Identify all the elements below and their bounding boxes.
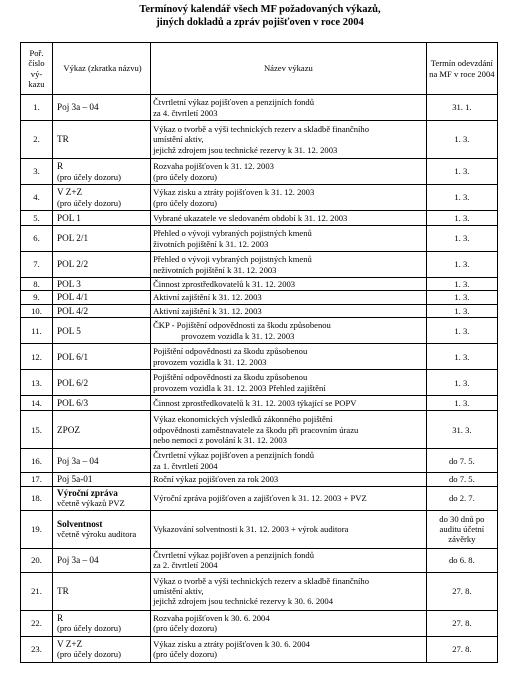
report-code-cell (53, 344, 151, 370)
table-row (21, 636, 498, 662)
row-number: 2. (21, 121, 53, 159)
report-calendar-table (20, 42, 498, 663)
report-code: POL 6/3 (57, 398, 89, 409)
table-row (21, 159, 498, 185)
report-code: POL 2/2 (57, 259, 89, 270)
deadline-cell: 31. 1. (426, 95, 497, 121)
row-number: 23. (21, 636, 53, 662)
deadline-cell: 1. 3. (426, 211, 497, 226)
deadline-cell: 1. 3. (426, 304, 497, 317)
report-name-cell (151, 291, 427, 304)
table-row (21, 449, 498, 473)
report-code: Poj 3a – 04 (57, 455, 99, 466)
report-name-line: jejichž zdrojem jsou technické rezervy k 30. 6. 2004 (153, 596, 334, 607)
report-code-cell (53, 449, 151, 473)
deadline-cell: 1. 3. (426, 121, 497, 159)
header-row (21, 43, 498, 95)
report-name-line: odpovědnosti zaměstnavatele za škodu při pracovním úrazu (153, 424, 359, 435)
deadline-cell: 1. 3. (426, 159, 497, 185)
report-code-cell (53, 636, 151, 662)
report-code: R (57, 161, 64, 172)
report-name-line: Rozvaha pojišťoven k 30. 6. 2004 (153, 612, 270, 623)
report-code-note: (pro účely dozoru) (57, 197, 121, 208)
report-name-cell (151, 278, 427, 291)
report-name-cell (151, 411, 427, 449)
report-name-line: Výkaz zisku a ztráty pojišťoven k 31. 12. 2003 (153, 187, 315, 198)
report-name-line: Výkaz o tvorbě a výši technických rezerv a skladbě finančního (153, 575, 370, 586)
report-name-line: Rozvaha pojišťoven k 31. 12. 2003 (153, 161, 274, 172)
report-name-line: Čtvrtletní výkaz pojišťoven a penzijních fondů (153, 97, 315, 108)
row-number: 15. (21, 411, 53, 449)
table-row (21, 486, 498, 510)
table-row (21, 510, 498, 548)
report-code: V Z+Z (57, 638, 83, 649)
report-name-line: Výkaz zisku a ztráty pojišťoven k 30. 6. 2004 (153, 638, 310, 649)
report-code: TR (57, 134, 69, 145)
deadline-cell: do 6. 8. (426, 548, 497, 572)
report-name-line: (pro účely dozoru) (153, 623, 218, 634)
report-code-cell (53, 318, 151, 344)
report-name-cell (151, 344, 427, 370)
report-name-cell (151, 318, 427, 344)
report-code: V Z+Z (57, 187, 83, 198)
report-code: Poj 3a – 04 (57, 554, 99, 565)
deadline-cell: 31. 3. (426, 411, 497, 449)
row-number: 12. (21, 344, 53, 370)
report-code-cell (53, 121, 151, 159)
report-name-line: nebo nemoci z povolání k 31. 12. 2003 (153, 434, 287, 445)
table-row (21, 211, 498, 226)
report-code: POL 2/1 (57, 233, 89, 244)
report-name-cell (151, 304, 427, 317)
report-code: POL 4/2 (57, 305, 89, 316)
report-name-line: (pro účely dozoru) (153, 197, 218, 208)
report-code-note: včetně výkazů PVZ (57, 498, 125, 509)
report-code-note: (pro účely dozoru) (57, 623, 121, 634)
report-name-line: provozem vozidla k 31. 12. 2003 (153, 356, 267, 367)
report-name-line: Čtvrtletní výkaz pojišťoven a penzijních fondů (153, 450, 315, 461)
row-number: 6. (21, 226, 53, 252)
table-row (21, 610, 498, 636)
report-name-line: Pojištění odpovědnosti za škodu způsobenou (153, 346, 308, 357)
deadline-cell: do 7. 5. (426, 449, 497, 473)
report-code-cell (53, 486, 151, 510)
row-number: 18. (21, 486, 53, 510)
deadline-cell: 1. 3. (426, 226, 497, 252)
report-name-line: za 1. čtvrtletí 2004 (153, 460, 218, 471)
report-name-line: Pojištění odpovědnosti za škodu způsobenou (153, 372, 308, 383)
header-number: Poř. číslo vý-kazu (21, 43, 53, 95)
report-code: Výroční zpráva (57, 487, 118, 498)
report-name-cell (151, 572, 427, 610)
row-number: 19. (21, 510, 53, 548)
table-row (21, 318, 498, 344)
report-name-cell (151, 610, 427, 636)
table-row (21, 278, 498, 291)
report-name-cell (151, 473, 427, 486)
report-name-cell (151, 449, 427, 473)
report-name-line: za 2. čtvrtletí 2004 (153, 560, 218, 571)
report-code: POL 6/1 (57, 351, 89, 362)
report-name-cell (151, 252, 427, 278)
table-row (21, 344, 498, 370)
title-line-1: Termínový kalendář všech MF požadovaných výkazů, (139, 4, 381, 15)
report-code: R (57, 612, 64, 623)
deadline-cell: do 30 dnů po auditu účetní závěrky (426, 510, 497, 548)
deadline-cell: 1. 3. (426, 291, 497, 304)
report-code-note: včetně výroku auditora (57, 529, 137, 540)
report-code-cell (53, 473, 151, 486)
report-name-line: Činnost zprostředkovatelů k 31. 12. 2003 týkající se POPV (153, 398, 357, 409)
report-name-line: jejichž zdrojem jsou technické rezervy k 31. 12. 2003 (153, 144, 338, 155)
report-name-line: provozem vozidla k 31. 12. 2003 Přehled zajištění (153, 382, 326, 393)
report-name-line: (pro účely dozoru) (153, 171, 218, 182)
table-row (21, 304, 498, 317)
header-report: Výkaz (zkratka názvu) (53, 43, 151, 95)
report-code: POL 3 (57, 279, 81, 289)
deadline-cell: do 2. 7. (426, 486, 497, 510)
table-row (21, 252, 498, 278)
table-row (21, 370, 498, 396)
report-code-note: (pro účely dozoru) (57, 649, 121, 660)
deadline-cell: 27. 8. (426, 572, 497, 610)
report-code-cell (53, 396, 151, 411)
report-name-line: Výkaz ekonomických výsledků zákonného pojištění (153, 414, 333, 425)
table-row (21, 572, 498, 610)
deadline-cell: 27. 8. (426, 610, 497, 636)
report-code: Poj 5a-01 (57, 474, 93, 485)
header-deadline: Termín odevzdání na MF v roce 2004 (426, 43, 497, 95)
table-row (21, 121, 498, 159)
report-name-line: Čtvrtletní výkaz pojišťoven a penzijních fondů (153, 549, 315, 560)
report-name-line: životních pojištění k 31. 12. 2003 (153, 238, 269, 249)
row-number: 17. (21, 473, 53, 486)
table-row (21, 291, 498, 304)
deadline-cell: 1. 3. (426, 344, 497, 370)
header-report-name: Název výkazu (151, 43, 427, 95)
report-code: TR (57, 585, 69, 596)
report-code-cell (53, 572, 151, 610)
report-name-line: Přehled o vývoji vybraných pojistných kmenů (153, 254, 312, 265)
report-code-cell (53, 278, 151, 291)
report-code-cell (53, 304, 151, 317)
deadline-cell: 1. 3. (426, 185, 497, 211)
report-name-line: za 4. čtvrtletí 2003 (153, 107, 218, 118)
row-number: 20. (21, 548, 53, 572)
report-name-line: (pro účely dozoru) (153, 649, 218, 660)
deadline-cell: 1. 3. (426, 318, 497, 344)
report-name-line: neživotních pojištění k 31. 12. 2003 (153, 264, 277, 275)
report-code-cell (53, 252, 151, 278)
report-name-cell (151, 159, 427, 185)
row-number: 5. (21, 211, 53, 226)
document-title (0, 3, 520, 29)
table-row (21, 411, 498, 449)
table-body (21, 95, 498, 663)
row-number: 16. (21, 449, 53, 473)
report-name-line: Vykazování solventnosti k 31. 12. 2003 + výrok auditora (153, 523, 349, 534)
row-number: 9. (21, 291, 53, 304)
report-code-cell (53, 291, 151, 304)
report-name-line: Výroční zpráva pojišťoven a zajišťoven k 31. 12. 2003 + PVZ (153, 492, 367, 503)
row-number: 22. (21, 610, 53, 636)
report-name-cell (151, 185, 427, 211)
report-code-cell (53, 185, 151, 211)
report-code-cell (53, 95, 151, 121)
report-code: POL 1 (57, 212, 81, 223)
deadline-cell: 1. 3. (426, 278, 497, 291)
report-name-cell (151, 211, 427, 226)
report-name-line: Roční výkaz pojišťoven za rok 2003 (153, 474, 279, 485)
report-name-line: umístění aktiv, (153, 585, 204, 596)
report-code: ZPOZ (57, 424, 80, 435)
deadline-cell: do 7. 5. (426, 473, 497, 486)
report-name-line: Výkaz o tvorbě a výši technických rezerv a skladbě finančního (153, 123, 370, 134)
report-name-cell (151, 226, 427, 252)
report-name-cell (151, 510, 427, 548)
report-code: Solventnost (57, 518, 103, 529)
deadline-cell: 27. 8. (426, 636, 497, 662)
report-code: POL 6/2 (57, 377, 89, 388)
report-name-line: Aktivní zajištění k 31. 12. 2003 (153, 292, 262, 303)
row-number: 13. (21, 370, 53, 396)
report-name-cell (151, 370, 427, 396)
table-row (21, 226, 498, 252)
report-name-line: umístění aktiv, (153, 134, 204, 145)
row-number: 10. (21, 304, 53, 317)
report-code-cell (53, 411, 151, 449)
report-name-line: provozem vozidla k 31. 12. 2003 (181, 330, 295, 341)
row-number: 8. (21, 278, 53, 291)
report-name-line: Vybrané ukazatele ve sledovaném období k 31. 12. 2003 (153, 212, 348, 223)
report-code-cell (53, 226, 151, 252)
title-line-2: jiných dokladů a zpráv pojišťoven v roce 2004 (156, 17, 364, 28)
report-code-cell (53, 370, 151, 396)
table-row (21, 396, 498, 411)
report-code-cell (53, 610, 151, 636)
report-name-line: ČKP - Pojištění odpovědnosti za škodu způsobenou (153, 320, 331, 331)
report-code: POL 5 (57, 325, 81, 336)
deadline-cell: 1. 3. (426, 252, 497, 278)
table-row (21, 548, 498, 572)
report-name-cell (151, 548, 427, 572)
row-number: 3. (21, 159, 53, 185)
report-name-cell (151, 121, 427, 159)
report-code: Poj 3a – 04 (57, 102, 99, 113)
row-number: 11. (21, 318, 53, 344)
row-number: 7. (21, 252, 53, 278)
table-row (21, 185, 498, 211)
table-row (21, 473, 498, 486)
report-name-line: Přehled o vývoji vybraných pojistných kmenů (153, 228, 312, 239)
report-code-cell (53, 510, 151, 548)
row-number: 21. (21, 572, 53, 610)
row-number: 4. (21, 185, 53, 211)
report-code-cell (53, 548, 151, 572)
report-name-cell (151, 486, 427, 510)
report-code-cell (53, 211, 151, 226)
row-number: 1. (21, 95, 53, 121)
row-number: 14. (21, 396, 53, 411)
table-row (21, 95, 498, 121)
report-name-cell (151, 396, 427, 411)
report-code-note: (pro účely dozoru) (57, 171, 121, 182)
report-code: POL 4/1 (57, 292, 89, 303)
report-code-cell (53, 159, 151, 185)
deadline-cell: 1. 3. (426, 396, 497, 411)
report-name-cell (151, 636, 427, 662)
report-name-cell (151, 95, 427, 121)
deadline-cell: 1. 3. (426, 370, 497, 396)
report-name-line: Aktivní zajištění k 31. 12. 2003 (153, 305, 262, 316)
report-name-line: Činnost zprostředkovatelů k 31. 12. 2003 (153, 279, 296, 289)
